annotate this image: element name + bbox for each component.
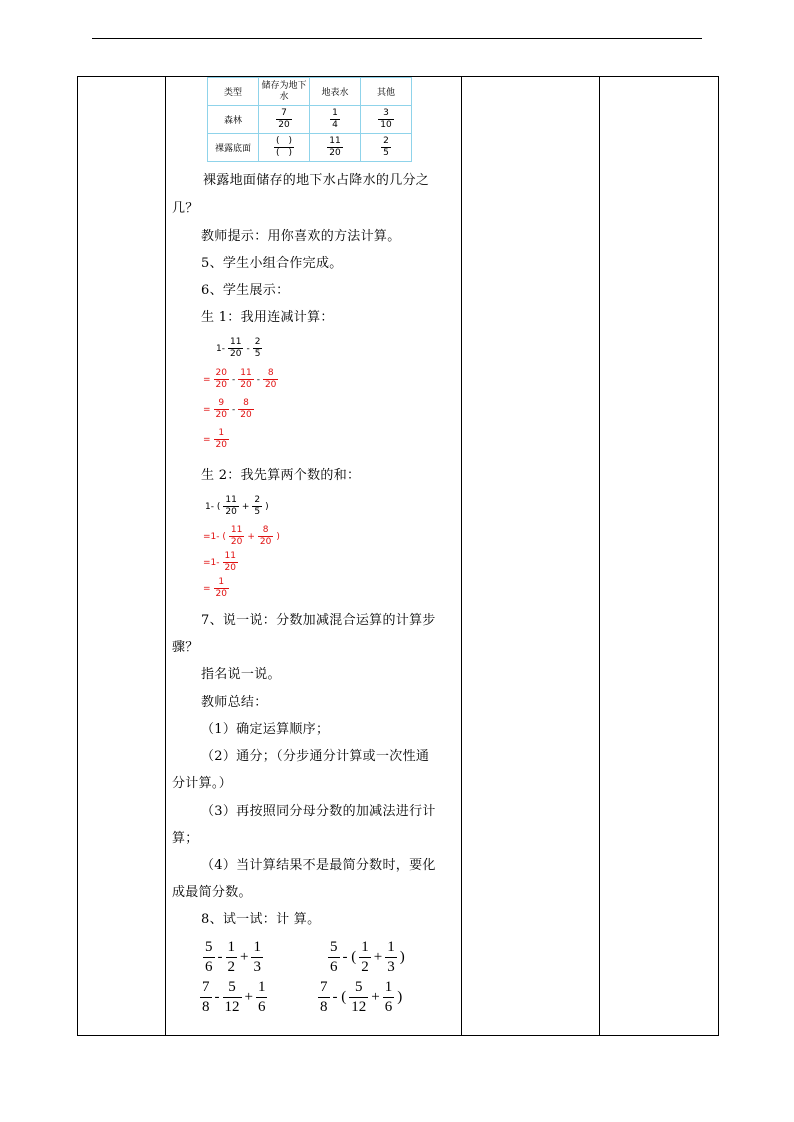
method2-expression: 1- ( $\frac{11}{20}$ + $\frac{2}{5}$ )	[205, 495, 269, 517]
fraction: $\frac{1}{6}$	[257, 979, 266, 1015]
summary-point-1: （1）确定运算顺序；	[201, 722, 330, 737]
method2-result: = $\frac{1}{20}$	[203, 577, 227, 599]
summary-point-3-cont: 算；	[172, 831, 199, 846]
table-row	[208, 134, 412, 162]
teacher-hint: 教师提示：用你喜欢的方法计算。	[201, 229, 401, 244]
summary-point-2-cont: 分计算。）	[172, 776, 233, 791]
blank-fraction: $\frac{( )}{( )}$	[275, 136, 293, 158]
fraction: $\frac{7}{20}$	[278, 108, 290, 130]
fraction: $\frac{5}{12}$	[351, 979, 367, 1015]
table-header: 类型	[208, 78, 259, 106]
column-divider	[165, 77, 166, 1035]
table-header: 地表水	[310, 78, 361, 106]
fraction: $\frac{11}{20}$	[225, 495, 237, 517]
method1-result: = $\frac{1}{20}$	[203, 428, 227, 450]
summary-point-4-cont: 成最简分数。	[172, 885, 252, 900]
step-8: 8、试一试：计 算。	[201, 912, 321, 927]
table-row	[208, 106, 412, 134]
fraction: $\frac{1}{3}$	[253, 939, 261, 975]
table-header-row	[208, 78, 412, 106]
method1-step2: = $\frac{9}{20}$ - $\frac{8}{20}$	[203, 398, 252, 420]
fraction: $\frac{8}{20}$	[240, 398, 252, 420]
method2-step2: =1- $\frac{11}{20}$	[203, 551, 236, 573]
fraction: $\frac{1}{2}$	[361, 939, 369, 975]
fraction: $\frac{2}{5}$	[254, 337, 261, 359]
row-label: 裸露底面	[208, 134, 259, 162]
question-line: 几？	[172, 201, 199, 216]
student-1-label: 生 1：我用连减计算：	[201, 310, 334, 325]
summary-point-2: （2）通分；（分步通分计算或一次性通	[201, 749, 430, 764]
fraction: $\frac{5}{12}$	[224, 979, 240, 1015]
fraction: $\frac{1}{6}$	[384, 979, 393, 1015]
fraction: $\frac{2}{5}$	[254, 495, 261, 517]
fraction: $\frac{8}{20}$	[259, 525, 272, 547]
student-2-label: 生 2：我先算两个数的和：	[201, 468, 361, 483]
summary-point-4: （4）当计算结果不是最简分数时，要化	[201, 858, 436, 873]
step-7: 7、说一说：分数加减混合运算的计算步	[201, 613, 436, 628]
fraction: $\frac{5}{6}$	[205, 939, 213, 975]
fraction: $\frac{2}{5}$	[383, 136, 389, 158]
exercise-3: $\frac{7}{8}$ - $\frac{5}{12}$ + $\frac{1}{6}$	[202, 979, 266, 1015]
summary-point-3: （3）再按照同分母分数的加减法进行计	[201, 804, 436, 819]
table-header: 储存为地下水	[259, 78, 310, 106]
exercise-1: $\frac{5}{6}$ - $\frac{1}{2}$ + $\frac{1}{3}$	[205, 939, 261, 975]
fraction: $\frac{11}{20}$	[229, 337, 242, 359]
fraction: $\frac{7}{8}$	[320, 979, 328, 1015]
exercise-4: $\frac{7}{8}$ - ( $\frac{5}{12}$ + $\frac{1}{6}$ )	[320, 979, 403, 1015]
step-7-cont: 骤？	[172, 640, 199, 655]
fraction: $\frac{1}{2}$	[227, 939, 235, 975]
fraction: $\frac{1}{20}$	[215, 577, 227, 599]
fraction: $\frac{5}{6}$	[330, 939, 338, 975]
question-line: 裸露地面储存的地下水占降水的几分之	[203, 173, 430, 188]
fraction: $\frac{11}{20}$	[224, 551, 236, 573]
method2-step1: =1- ( $\frac{11}{20}$ + $\frac{8}{20}$ )	[203, 525, 280, 547]
teacher-summary: 教师总结：	[201, 695, 268, 710]
water-storage-table	[207, 77, 412, 162]
header-rule	[92, 38, 702, 39]
fraction: $\frac{8}{20}$	[264, 368, 277, 390]
column-divider	[461, 77, 462, 1035]
fraction: $\frac{1}{3}$	[387, 939, 395, 975]
fraction: $\frac{11}{20}$	[230, 525, 243, 547]
row-label: 森林	[208, 106, 259, 134]
name-say: 指名说一说。	[201, 667, 281, 682]
fraction: $\frac{3}{10}$	[380, 108, 392, 130]
fraction: $\frac{11}{20}$	[329, 136, 341, 158]
method1-step1: = $\frac{20}{20}$ - $\frac{11}{20}$ - $\frac{8}{20}$	[203, 368, 277, 390]
exercise-2: $\frac{5}{6}$ - ( $\frac{1}{2}$ + $\frac{1}{3}$ )	[330, 939, 405, 975]
fraction: $\frac{9}{20}$	[215, 398, 227, 420]
step-6: 6、学生展示：	[201, 283, 290, 298]
step-5: 5、学生小组合作完成。	[201, 256, 343, 271]
fraction: $\frac{1}{20}$	[215, 428, 227, 450]
fraction: $\frac{20}{20}$	[215, 368, 227, 390]
column-divider	[599, 77, 600, 1035]
fraction: $\frac{1}{4}$	[332, 108, 338, 130]
fraction: $\frac{7}{8}$	[202, 979, 210, 1015]
table-header: 其他	[361, 78, 412, 106]
fraction: $\frac{11}{20}$	[240, 368, 252, 390]
method1-expression: 1- $\frac{11}{20}$ - $\frac{2}{5}$	[216, 337, 261, 359]
